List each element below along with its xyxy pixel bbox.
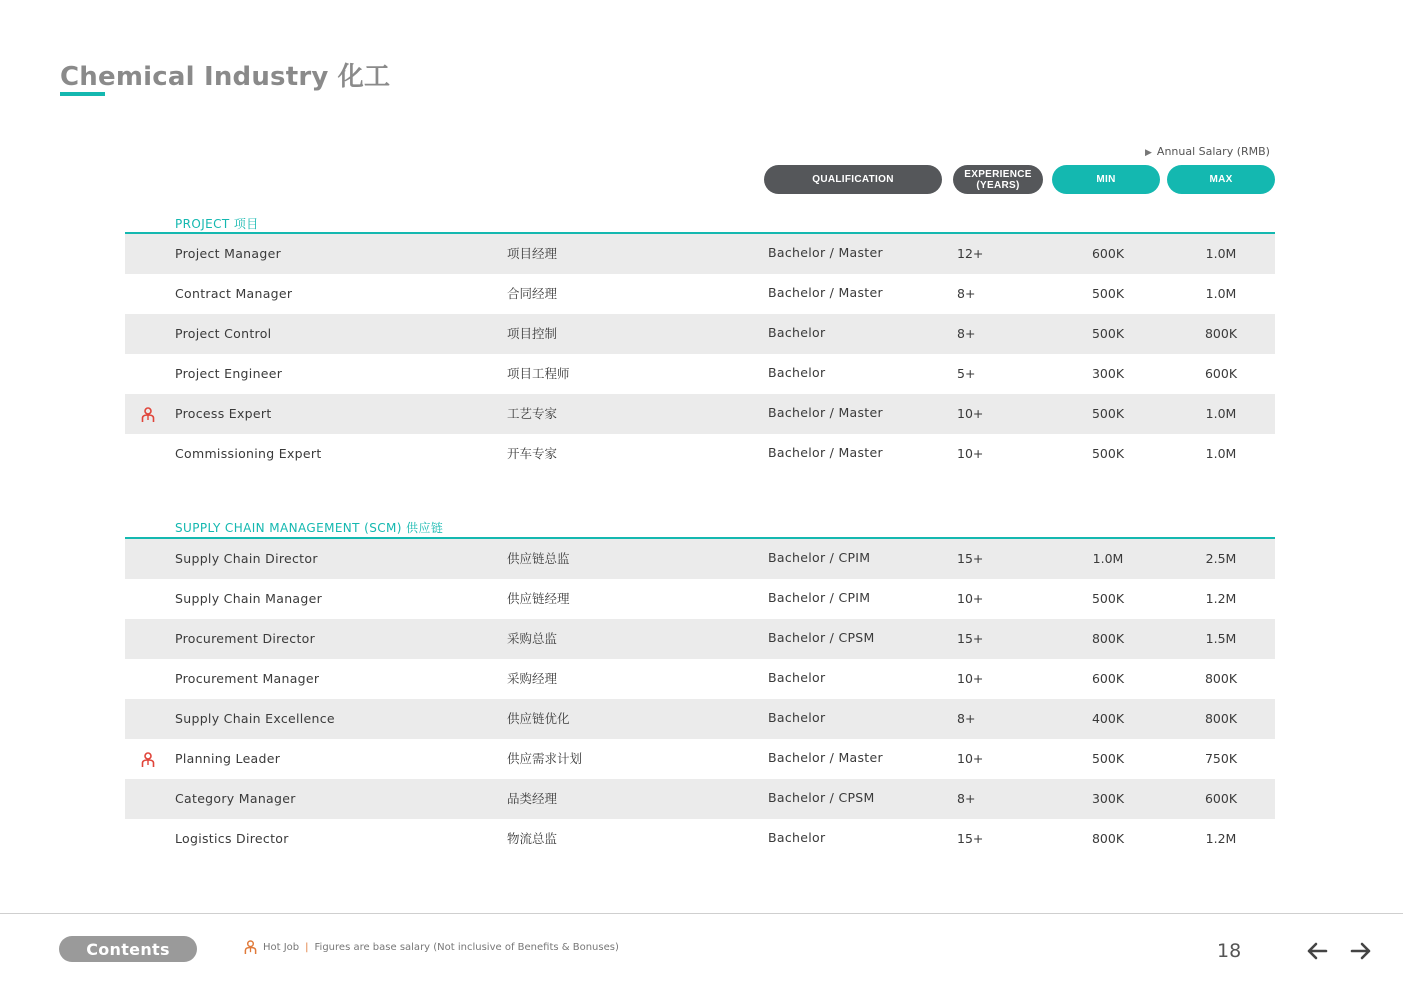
job-title-cn: 开车专家 <box>507 446 558 461</box>
job-title-en: Supply Chain Manager <box>175 591 323 606</box>
contents-button[interactable]: Contents <box>59 936 197 962</box>
min-salary-cell: 600K <box>1091 671 1125 686</box>
footer-legend <box>244 940 619 955</box>
header-min: MIN <box>1052 165 1160 194</box>
qualification-cell: Bachelor <box>768 710 826 725</box>
max-salary-cell: 600K <box>1204 791 1238 806</box>
job-title-cn: 项目工程师 <box>507 366 570 381</box>
table-row <box>125 314 1275 354</box>
job-title-cn: 采购总监 <box>507 631 558 646</box>
max-salary-cell: 600K <box>1204 366 1238 381</box>
experience-cell: 10+ <box>957 751 984 766</box>
min-salary-cell: 500K <box>1091 286 1125 301</box>
min-salary-cell: 500K <box>1091 446 1125 461</box>
qualification-cell: Bachelor <box>768 325 826 340</box>
experience-cell: 8+ <box>957 326 976 341</box>
qualification-cell: Bachelor <box>768 670 826 685</box>
max-salary-cell: 800K <box>1204 671 1238 686</box>
footer-note: Figures are base salary (Not inclusive of Benefits & Bonuses) <box>314 942 619 953</box>
table-project <box>125 234 1275 474</box>
job-title-en: Procurement Manager <box>175 671 320 686</box>
arrow-right-icon[interactable] <box>1350 941 1372 961</box>
job-title-cn: 采购经理 <box>507 671 558 686</box>
job-title-en: Planning Leader <box>175 751 281 766</box>
table-row <box>125 699 1275 739</box>
job-title-en: Supply Chain Excellence <box>175 711 335 726</box>
section-label-project: PROJECT 项目 <box>175 217 259 231</box>
max-salary-cell: 1.2M <box>1205 831 1237 846</box>
max-salary-cell: 1.0M <box>1205 406 1237 421</box>
min-salary-cell: 500K <box>1091 591 1125 606</box>
job-title-en: Supply Chain Director <box>175 551 318 566</box>
legend-separator: | <box>305 942 309 953</box>
page-title: Chemical Industry 化工 <box>60 62 391 92</box>
qualification-cell: Bachelor / Master <box>768 245 883 260</box>
job-title-en: Category Manager <box>175 791 296 806</box>
max-salary-cell: 1.0M <box>1205 286 1237 301</box>
job-title-cn: 供应链总监 <box>507 551 570 566</box>
max-salary-cell: 1.2M <box>1205 591 1237 606</box>
person-icon <box>244 940 257 955</box>
table-row <box>125 274 1275 314</box>
experience-cell: 12+ <box>957 246 984 261</box>
min-salary-cell: 500K <box>1091 326 1125 341</box>
qualification-cell: Bachelor <box>768 365 826 380</box>
experience-cell: 15+ <box>957 631 984 646</box>
qualification-cell: Bachelor / CPIM <box>768 550 871 565</box>
experience-cell: 8+ <box>957 711 976 726</box>
qualification-cell: Bachelor / CPSM <box>768 790 875 805</box>
min-salary-cell: 500K <box>1091 406 1125 421</box>
job-title-cn: 工艺专家 <box>507 406 558 421</box>
title-underline <box>60 92 105 96</box>
qualification-cell: Bachelor / Master <box>768 750 883 765</box>
table-row <box>125 539 1275 579</box>
experience-cell: 5+ <box>957 366 976 381</box>
job-title-cn: 项目经理 <box>507 246 558 261</box>
hot-job-label: Hot Job <box>263 942 300 953</box>
job-title-cn: 项目控制 <box>507 326 558 341</box>
header-qualification: QUALIFICATION <box>764 165 942 194</box>
job-title-cn: 供应链经理 <box>507 591 570 606</box>
job-title-en: Logistics Director <box>175 831 289 846</box>
experience-cell: 15+ <box>957 831 984 846</box>
job-title-cn: 合同经理 <box>507 286 558 301</box>
min-salary-cell: 300K <box>1091 366 1125 381</box>
header-experience <box>953 165 1043 194</box>
min-salary-cell: 800K <box>1091 831 1125 846</box>
qualification-cell: Bachelor / CPSM <box>768 630 875 645</box>
min-salary-cell: 800K <box>1091 631 1125 646</box>
min-salary-cell: 500K <box>1091 751 1125 766</box>
table-row <box>125 659 1275 699</box>
person-icon <box>141 407 155 423</box>
person-icon <box>141 752 155 768</box>
max-salary-cell: 800K <box>1204 326 1238 341</box>
header-experience-line1: EXPERIENCE <box>964 168 1032 180</box>
header-max: MAX <box>1167 165 1275 194</box>
table-row <box>125 354 1275 394</box>
arrow-left-icon[interactable] <box>1306 941 1328 961</box>
job-title-en: Project Control <box>175 326 272 341</box>
job-title-en: Commissioning Expert <box>175 446 322 461</box>
max-salary-cell: 800K <box>1204 711 1238 726</box>
min-salary-cell: 1.0M <box>1092 551 1124 566</box>
table-row <box>125 394 1275 434</box>
page-number: 18 <box>1217 940 1242 962</box>
table-row <box>125 434 1275 474</box>
experience-cell: 8+ <box>957 286 976 301</box>
experience-cell: 8+ <box>957 791 976 806</box>
job-title-en: Process Expert <box>175 406 272 421</box>
experience-cell: 10+ <box>957 671 984 686</box>
experience-cell: 10+ <box>957 446 984 461</box>
max-salary-cell: 1.0M <box>1205 246 1237 261</box>
qualification-cell: Bachelor <box>768 830 826 845</box>
table-row <box>125 579 1275 619</box>
job-title-cn: 供应需求计划 <box>507 751 583 766</box>
max-salary-cell: 1.0M <box>1205 446 1237 461</box>
footer-rule <box>0 913 1403 914</box>
job-title-cn: 供应链优化 <box>507 711 570 726</box>
job-title-cn: 物流总监 <box>507 831 558 846</box>
qualification-cell: Bachelor / Master <box>768 285 883 300</box>
header-experience-line2: (YEARS) <box>976 179 1020 191</box>
experience-cell: 10+ <box>957 591 984 606</box>
table-row <box>125 619 1275 659</box>
experience-cell: 15+ <box>957 551 984 566</box>
min-salary-cell: 400K <box>1091 711 1125 726</box>
max-salary-cell: 750K <box>1204 751 1238 766</box>
max-salary-cell: 2.5M <box>1205 551 1237 566</box>
salary-note-text: Annual Salary (RMB) <box>1156 145 1270 158</box>
max-salary-cell: 1.5M <box>1205 631 1237 646</box>
triangle-right-icon: ▶ <box>1145 148 1152 158</box>
qualification-cell: Bachelor / Master <box>768 445 883 460</box>
job-title-en: Project Manager <box>175 246 282 261</box>
table-row <box>125 819 1275 859</box>
table-row <box>125 779 1275 819</box>
salary-note <box>1145 145 1270 158</box>
job-title-en: Project Engineer <box>175 366 283 381</box>
min-salary-cell: 600K <box>1091 246 1125 261</box>
table-row <box>125 739 1275 779</box>
table-scm <box>125 539 1275 859</box>
table-row <box>125 234 1275 274</box>
job-title-en: Procurement Director <box>175 631 316 646</box>
qualification-cell: Bachelor / CPIM <box>768 590 871 605</box>
job-title-en: Contract Manager <box>175 286 293 301</box>
min-salary-cell: 300K <box>1091 791 1125 806</box>
job-title-cn: 品类经理 <box>507 791 558 806</box>
section-label-scm: SUPPLY CHAIN MANAGEMENT (SCM) 供应链 <box>175 521 444 535</box>
experience-cell: 10+ <box>957 406 984 421</box>
qualification-cell: Bachelor / Master <box>768 405 883 420</box>
